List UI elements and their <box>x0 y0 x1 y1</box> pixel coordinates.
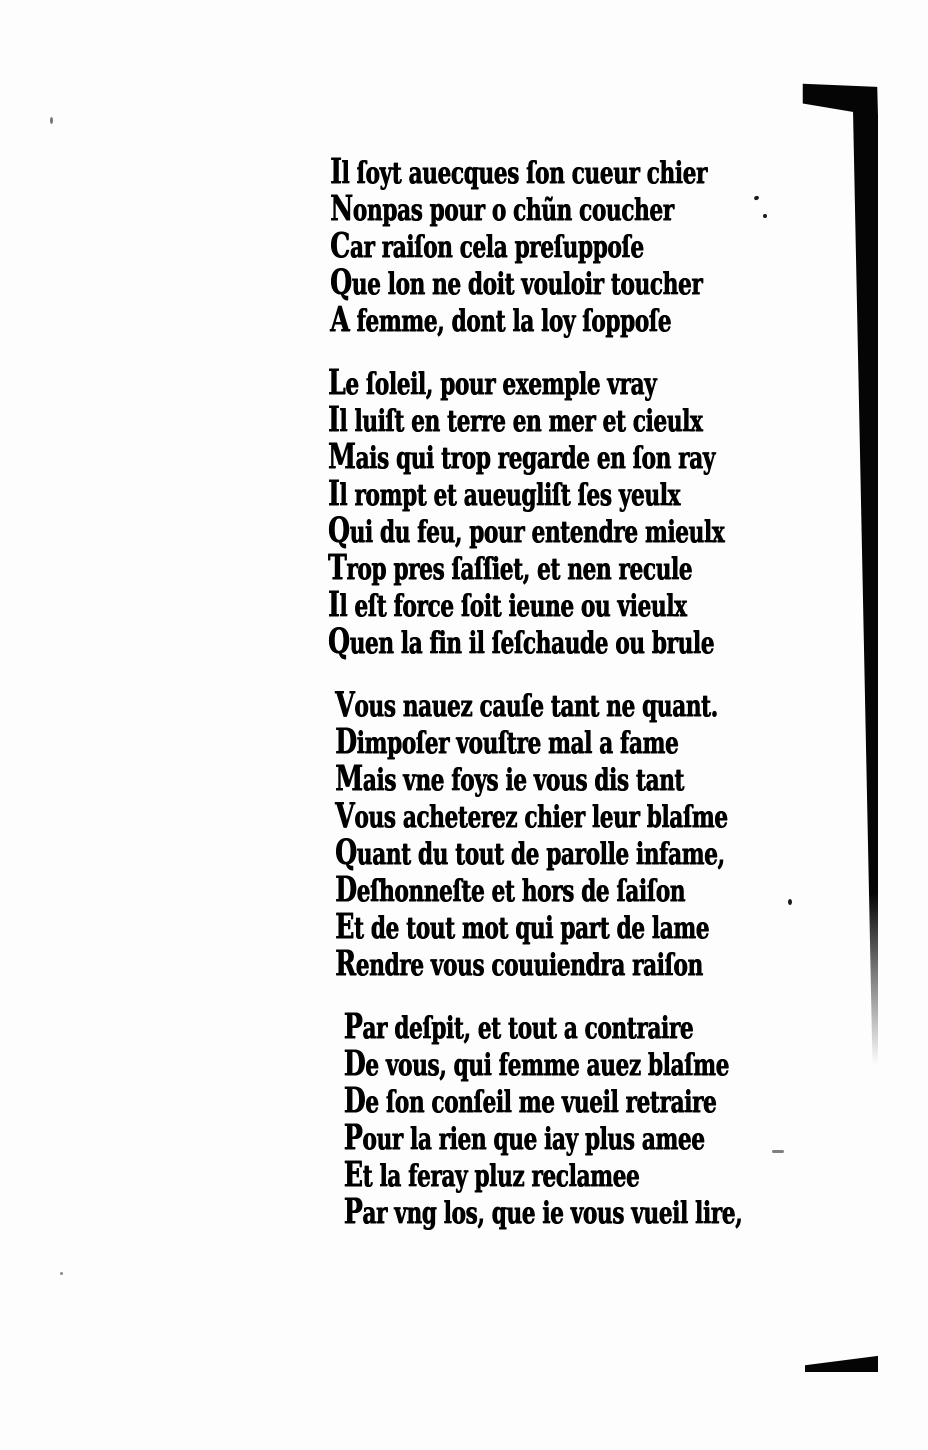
poem-line: Nonpas pour o chũn coucher <box>330 188 674 229</box>
scan-edge-mark-top <box>802 80 878 118</box>
poem-line: Qui du feu, pour entendre mieulx <box>327 510 725 551</box>
poem-line: Il rompt et aueugliſt ſes yeulx <box>327 473 680 514</box>
poem-line: Il luiſt en terre en mer et cieulx <box>327 399 703 440</box>
poem-line: Rendre vous couuiendra raiſon <box>335 943 703 984</box>
stanza-1 <box>330 151 791 340</box>
poem-line: Vous acheterez chier leur blaſme <box>335 795 728 836</box>
poem-line: Quen la fin il ſeſchaude ou brule <box>327 621 714 662</box>
poem-line: Mais vne foys ie vous dis tant <box>335 758 684 799</box>
poem-line: Deſhonneſte et hors de ſaiſon <box>335 869 685 910</box>
stanza-2 <box>327 362 791 662</box>
poem-line: Et de tout mot qui part de lame <box>335 906 709 947</box>
stanza-3 <box>335 684 791 984</box>
poem-line: A femme, dont la loy ſoppoſe <box>330 299 671 340</box>
poem-line: Par vng los, que ie vous vueil lire, <box>343 1191 743 1232</box>
ink-speck <box>763 214 767 218</box>
ink-speck <box>788 899 792 905</box>
binding-edge-line <box>853 110 878 1065</box>
poem-line: Il eſt force ſoit ieune ou vieulx <box>327 584 687 625</box>
poem-line: Que lon ne doit vouloir toucher <box>330 262 703 303</box>
poem-line: Mais qui trop regarde en ſon ray <box>327 436 715 477</box>
poem-line: Dimpoſer vouſtre mal a fame <box>335 721 679 762</box>
poem-line: Trop pres ſaſſiet, et nen recule <box>327 547 693 588</box>
scan-edge-mark-bottom <box>805 1355 878 1372</box>
ink-speck <box>772 1150 784 1153</box>
ink-speck <box>50 117 53 124</box>
poem-line: Il ſoyt auecques ſon cueur chier <box>330 151 707 192</box>
poem-text-block <box>327 151 791 1257</box>
poem-line: Car raiſon cela preſuppoſe <box>330 225 644 266</box>
poem-line: De ſon conſeil me vueil retraire <box>343 1080 717 1121</box>
poem-line: Quant du tout de parolle infame, <box>335 832 725 873</box>
poem-line: Pour la rien que iay plus amee <box>343 1117 705 1158</box>
ink-speck <box>60 1272 63 1275</box>
poem-line: Vous nauez cauſe tant ne quant. <box>335 684 718 725</box>
poem-line: De vous, qui femme auez blaſme <box>343 1043 729 1084</box>
poem-line: Et la feray pluz reclamee <box>343 1154 640 1195</box>
poem-line: Le ſoleil, pour exemple vray <box>327 362 657 403</box>
poem-line: Par deſpit, et tout a contraire <box>343 1006 694 1047</box>
stanza-4 <box>343 1006 791 1232</box>
